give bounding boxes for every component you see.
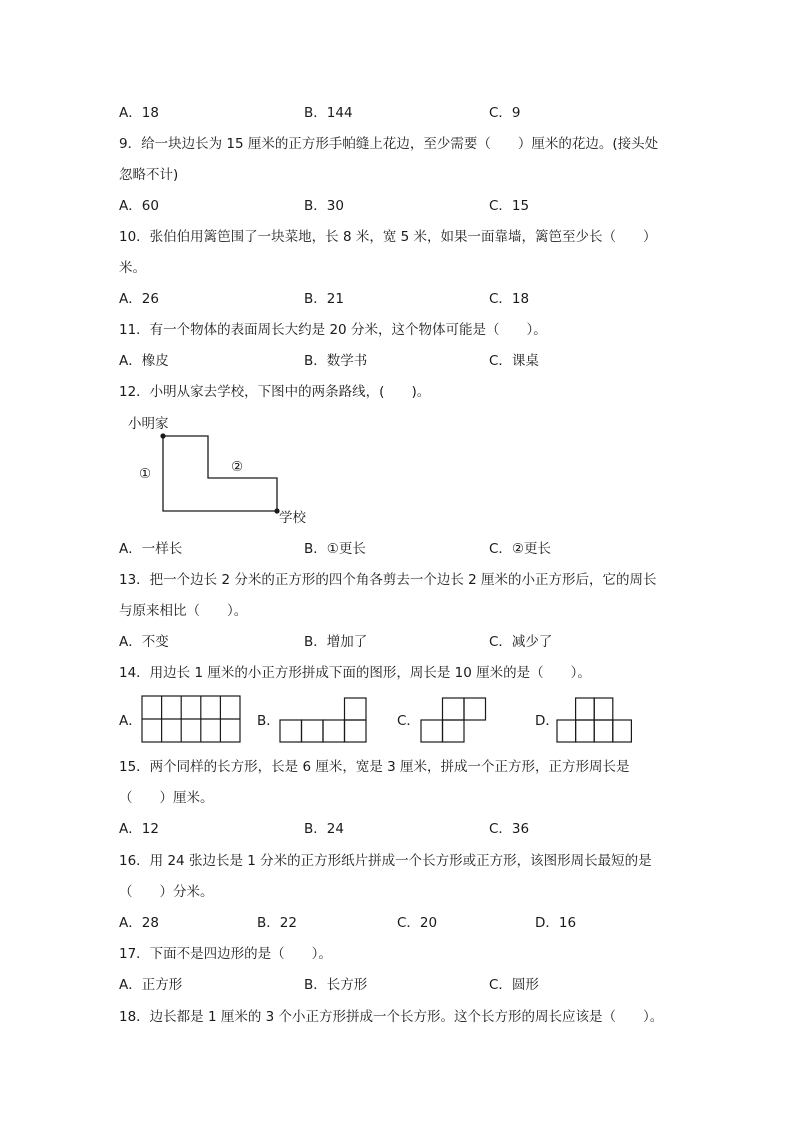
q17-option-a[interactable]: A．正方形	[119, 977, 183, 993]
q14-shape-a	[142, 696, 242, 744]
q11-option-c[interactable]: C．课桌	[489, 353, 539, 369]
q12-option-b[interactable]: B．①更长	[304, 541, 366, 557]
q15-text-line1: 15．两个同样的长方形，长是 6 厘米，宽是 3 厘米，拼成一个正方形，正方形周长是	[119, 759, 630, 775]
q16-text-line1: 16．用 24 张边长是 1 分米的正方形纸片拼成一个长方形或正方形，该图形周长最短的是	[119, 853, 652, 869]
route-figure	[119, 412, 319, 524]
q15-option-b[interactable]: B．24	[304, 821, 344, 837]
q8-option-c[interactable]: C．9	[489, 105, 521, 121]
q14-text: 14．用边长 1 厘米的小正方形拼成下面的图形，周长是 10 厘米的是（ ）。	[119, 665, 591, 681]
q15-option-c[interactable]: C．36	[489, 821, 530, 837]
q11-text: 11．有一个物体的表面周长大约是 20 分米，这个物体可能是（ ）。	[119, 322, 547, 338]
q10-option-b[interactable]: B．21	[304, 291, 344, 307]
q13-option-a[interactable]: A．不变	[119, 634, 169, 650]
q9-option-b[interactable]: B．30	[304, 198, 344, 214]
q9-text-line1: 9．给一块边长为 15 厘米的正方形手帕缝上花边，至少需要（ ）厘米的花边。(接头处	[119, 136, 659, 152]
q16-option-a[interactable]: A．28	[119, 915, 159, 931]
q11-option-b[interactable]: B．数学书	[304, 353, 368, 369]
q13-text-line2: 与原来相比（ ）。	[119, 603, 248, 619]
q9-option-a[interactable]: A．60	[119, 198, 159, 214]
q18-text: 18．边长都是 1 厘米的 3 个小正方形拼成一个长方形。这个长方形的周长应该是（ ）。	[119, 1009, 664, 1025]
q17-text: 17．下面不是四边形的是（ ）。	[119, 946, 332, 962]
q12-option-c[interactable]: C．②更长	[489, 541, 552, 557]
q14-option-c[interactable]: C．	[397, 713, 420, 729]
home-label: 小明家	[128, 416, 169, 432]
q16-option-d[interactable]: D．16	[535, 915, 577, 931]
q14-shape-d	[556, 696, 636, 744]
q14-option-b[interactable]: B．	[257, 713, 280, 729]
school-label: 学校	[279, 510, 306, 526]
q8-option-b[interactable]: B．144	[304, 105, 353, 121]
q8-option-a[interactable]: A．18	[119, 105, 159, 121]
q14-shape-b	[280, 696, 370, 744]
q15-text-line2: （ ）厘米。	[119, 790, 214, 806]
q9-option-c[interactable]: C．15	[489, 198, 530, 214]
route-1-label: ①	[139, 466, 152, 482]
q13-option-b[interactable]: B．增加了	[304, 634, 368, 650]
q13-text-line1: 13．把一个边长 2 分米的正方形的四个角各剪去一个边长 2 厘米的小正方形后，它的周长	[119, 572, 657, 588]
home-dot	[160, 433, 165, 438]
route-2-label: ②	[231, 459, 244, 475]
q17-option-c[interactable]: C．圆形	[489, 977, 539, 993]
q12-option-a[interactable]: A．一样长	[119, 541, 183, 557]
q17-option-b[interactable]: B．长方形	[304, 977, 368, 993]
q16-option-b[interactable]: B．22	[257, 915, 297, 931]
q10-text-line2: 米。	[119, 260, 146, 276]
q10-option-c[interactable]: C．18	[489, 291, 530, 307]
q14-shape-c	[420, 696, 490, 744]
q15-option-a[interactable]: A．12	[119, 821, 159, 837]
route-1	[163, 436, 277, 511]
q14-option-a[interactable]: A．	[119, 713, 142, 729]
q9-text-line2: 忽略不计)	[119, 167, 179, 183]
route-2	[163, 436, 277, 511]
q16-text-line2: （ ）分米。	[119, 884, 214, 900]
q10-option-a[interactable]: A．26	[119, 291, 159, 307]
q16-option-c[interactable]: C．20	[397, 915, 438, 931]
q13-option-c[interactable]: C．减少了	[489, 634, 553, 650]
q12-text: 12．小明从家去学校，下图中的两条路线，( )。	[119, 384, 431, 400]
q10-text-line1: 10．张伯伯用篱笆围了一块菜地，长 8 米，宽 5 米，如果一面靠墙，篱笆至少长（ ）	[119, 229, 657, 245]
q11-option-a[interactable]: A．橡皮	[119, 353, 169, 369]
q14-option-d[interactable]: D．	[535, 713, 559, 729]
